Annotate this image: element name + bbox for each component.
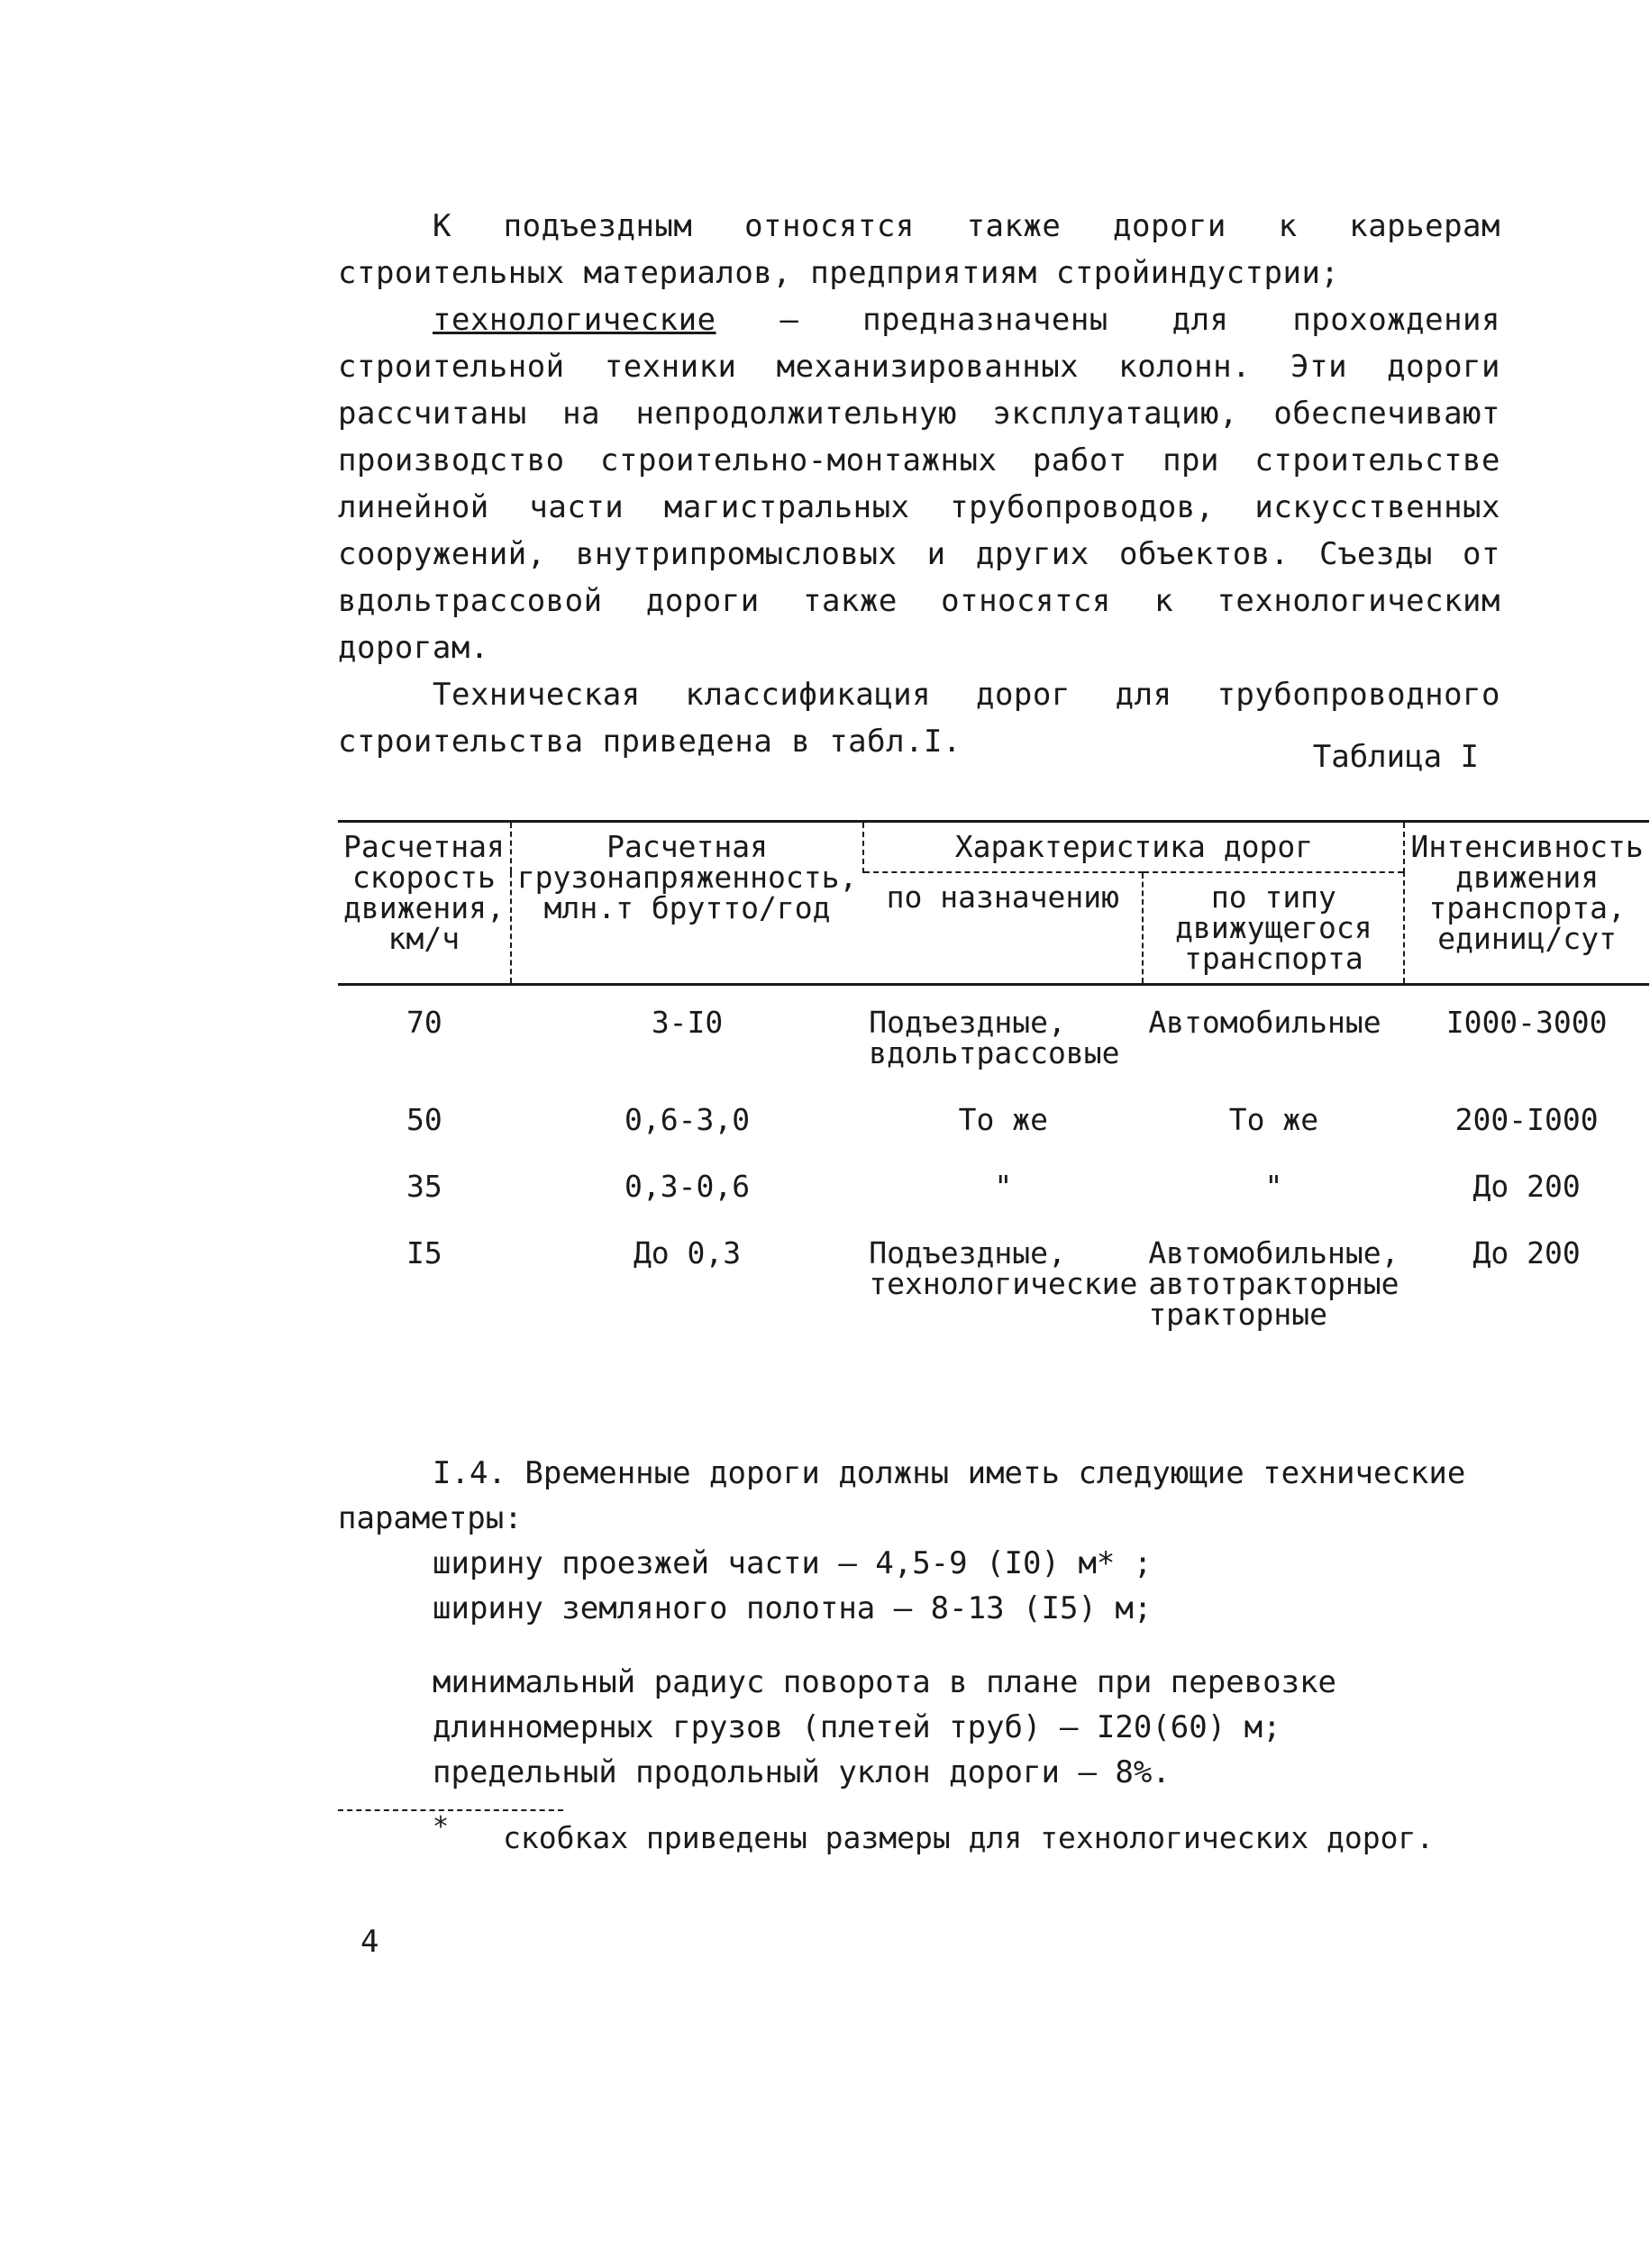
header-characteristic: Характеристика дорог <box>863 822 1404 873</box>
parameter-turn-radius: минимальный радиус поворота в плане при перевозке длинномерных грузов (плетей труб) – I20(60) м; <box>433 1664 1337 1745</box>
cell-transport: " <box>1264 1169 1283 1204</box>
table-row <box>338 985 1649 1084</box>
cell-purpose: Подъездные, вдольтрассовые <box>869 1005 1120 1070</box>
cell-transport: То же <box>1228 1102 1319 1137</box>
parameters-intro: I.4. Временные дороги должны иметь следующие технические параметры: <box>338 1455 1466 1536</box>
table-row <box>338 1150 1649 1216</box>
table-caption: Таблица I <box>1312 739 1479 775</box>
cell-transport: Автомобильные, автотракторные тракторные <box>1148 1235 1399 1332</box>
table-row <box>338 1216 1649 1344</box>
cell-load: До 0,3 <box>633 1235 742 1271</box>
page-number: 4 <box>360 1924 379 1960</box>
body-text <box>338 203 1500 765</box>
cell-intensity: До 200 <box>1472 1235 1581 1271</box>
parameter-grade: предельный продольный уклон дороги – 8%. <box>433 1754 1171 1790</box>
footnote <box>433 1811 1435 1858</box>
paragraph-classification: Техническая классификация дорог для трубопроводного строительства приведена в табл.I. <box>338 677 1500 760</box>
cell-intensity: 200-I000 <box>1454 1102 1599 1137</box>
table-row <box>338 1083 1649 1150</box>
cell-purpose: То же <box>958 1102 1048 1137</box>
technological-definition: – предназначены для прохождения строительной техники механизированных колонн. Эти дороги рассчитаны на непродолжительную эксплуатацию, обеспечивают производство строительно-монтажных работ при строительстве линейной части магистральных трубопроводов, искусственных сооружений, внутрипромысловых и других объектов. Съезды от вдольтрассовой дороги также относятся к технологическим дорогам. <box>338 302 1500 666</box>
road-classification-table <box>338 820 1649 1344</box>
term-technological: технологические <box>433 302 716 338</box>
parameter-carriageway-width: ширину проезжей части – 4,5-9 (I0) м* ; <box>433 1545 1153 1581</box>
footnote-mark: * <box>433 1811 450 1843</box>
cell-intensity: До 200 <box>1472 1169 1581 1204</box>
footnote-divider <box>338 1809 563 1811</box>
cell-speed: 70 <box>406 1005 442 1040</box>
cell-load: 3-I0 <box>651 1005 724 1040</box>
header-load: Расчетная грузонапряженность, млн.т брутто/год <box>511 822 863 985</box>
cell-intensity: I000-3000 <box>1445 1005 1608 1040</box>
parameter-subgrade-width: ширину земляного полотна – 8-13 (I5) м; <box>433 1590 1153 1626</box>
header-purpose: по назначению <box>863 872 1143 985</box>
cell-speed: 50 <box>406 1102 442 1137</box>
paragraph-technological-roads <box>338 296 1500 671</box>
cell-load: 0,3-0,6 <box>624 1169 751 1204</box>
header-transport-type: по типу движущегося транспорта <box>1143 872 1404 985</box>
cell-speed: 35 <box>406 1169 442 1204</box>
header-intensity: Интенсивность движения транспорта, единиц/сут <box>1404 822 1648 985</box>
cell-purpose: " <box>994 1169 1013 1204</box>
paragraph-access-roads: К подъездным относятся также дороги к карьерам строительных материалов, предприятиям стройиндустрии; <box>338 208 1500 291</box>
cell-speed: I5 <box>406 1235 442 1271</box>
cell-load: 0,6-3,0 <box>624 1102 751 1137</box>
cell-transport: Автомобильные <box>1148 1005 1381 1040</box>
technical-parameters <box>338 1451 1500 1795</box>
footnote-text: скобках приведены размеры для технологических дорог. <box>503 1820 1435 1855</box>
header-speed: Расчетная скорость движения, км/ч <box>338 822 511 985</box>
cell-purpose: Подъездные, технологические <box>869 1235 1138 1301</box>
